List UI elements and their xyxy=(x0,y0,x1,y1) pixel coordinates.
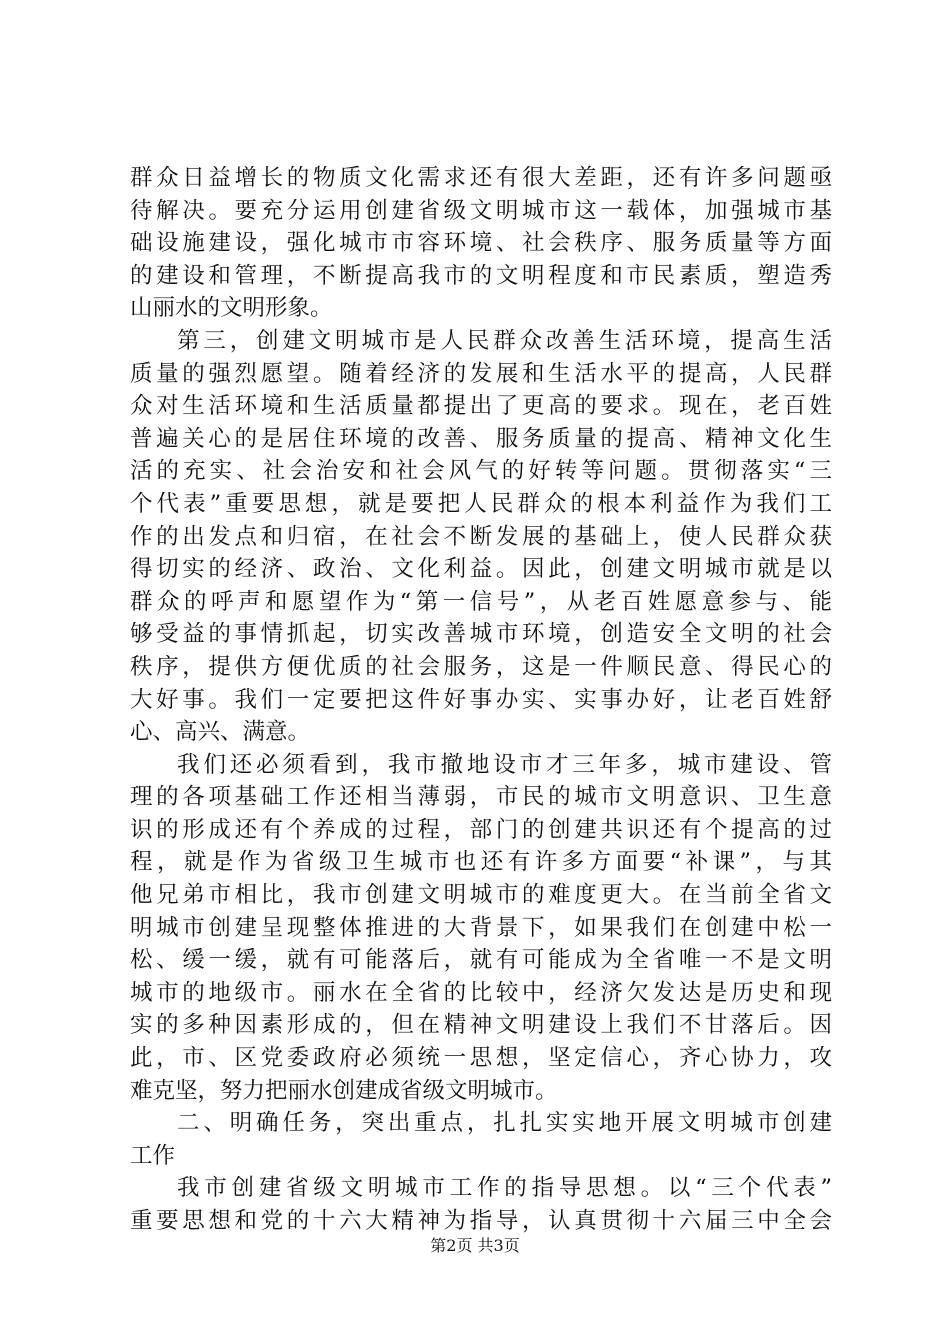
text-line: 心、高兴、满意。 xyxy=(130,719,311,746)
text-line: 他兄弟市相比，我市创建文明城市的难度更大。在当前全省文 xyxy=(130,882,832,909)
text-line: 理的各项基础工作还相当薄弱，市民的城市文明意识、卫生意 xyxy=(130,784,832,811)
text-line: 够受益的事情抓起，切实改善城市环境，创造安全文明的社会 xyxy=(130,621,832,648)
text-line: 础设施建设，强化城市市容环境、社会秩序、服务质量等方面 xyxy=(130,230,832,257)
text-line: 识的形成还有个养成的过程，部门的创建共识还有个提高的过 xyxy=(130,816,832,843)
text-line: 程，就是作为省级卫生城市也还有许多方面要“补课”，与其 xyxy=(130,849,832,876)
text-line: 重要思想和党的十六大精神为指导，认真贯彻十六届三中全会 xyxy=(130,1208,832,1234)
text-line: 工作 xyxy=(130,1142,176,1169)
text-line: 第三，创建文明城市是人民群众改善生活环境，提高生活 xyxy=(177,327,832,354)
text-line: 山丽水的文明形象。 xyxy=(130,295,333,322)
body-text xyxy=(130,162,832,1238)
text-line: 作的出发点和归宿，在社会不断发展的基础上，使人民群众获 xyxy=(130,523,832,550)
page-footer: 第2页 共3页 xyxy=(430,1236,520,1255)
text-line: 我市创建省级文明城市工作的指导思想。以“三个代表” xyxy=(177,1175,832,1202)
text-line: 的建设和管理，不断提高我市的文明程度和市民素质，塑造秀 xyxy=(130,262,832,289)
text-line: 群众日益增长的物质文化需求还有很大差距，还有许多问题亟 xyxy=(130,165,832,191)
text-line: 得切实的经济、政治、文化利益。因此，创建文明城市就是以 xyxy=(130,556,832,583)
text-line: 群众的呼声和愿望作为“第一信号”，从老百姓愿意参与、能 xyxy=(130,588,832,615)
text-line: 此，市、区党委政府必须统一思想，坚定信心，齐心协力，攻 xyxy=(130,1045,832,1072)
text-line: 城市的地级市。丽水在全省的比较中，经济欠发达是历史和现 xyxy=(130,979,832,1006)
text-line: 明城市创建呈现整体推进的大背景下，如果我们在创建中松一 xyxy=(130,914,832,941)
text-line: 众对生活环境和生活质量都提出了更高的要求。现在，老百姓 xyxy=(130,393,832,420)
text-line: 质量的强烈愿望。随着经济的发展和生活水平的提高，人民群 xyxy=(130,360,832,387)
text-line: 难克坚，努力把丽水创建成省级文明城市。 xyxy=(130,1077,558,1104)
text-line: 大好事。我们一定要把这件好事办实、实事办好，让老百姓舒 xyxy=(130,686,832,713)
text-line: 松、缓一缓，就有可能落后，就有可能成为全省唯一不是文明 xyxy=(130,947,832,974)
text-line: 秩序，提供方便优质的社会服务，这是一件顺民意、得民心的 xyxy=(130,653,832,680)
text-line: 待解决。要充分运用创建省级文明城市这一载体，加强城市基 xyxy=(130,197,832,224)
text-line: 我们还必须看到，我市撤地设市才三年多，城市建设、管 xyxy=(177,751,832,778)
text-line: 二、明确任务，突出重点，扎扎实实地开展文明城市创建 xyxy=(177,1110,832,1137)
text-line: 个代表”重要思想，就是要把人民群众的根本利益作为我们工 xyxy=(130,490,832,517)
text-line: 活的充实、社会治安和社会风气的好转等问题。贯彻落实“三 xyxy=(130,458,832,485)
text-line: 普遍关心的是居住环境的改善、服务质量的提高、精神文化生 xyxy=(130,425,832,452)
text-line: 实的多种因素形成的，但在精神文明建设上我们不甘落后。因 xyxy=(130,1012,832,1039)
